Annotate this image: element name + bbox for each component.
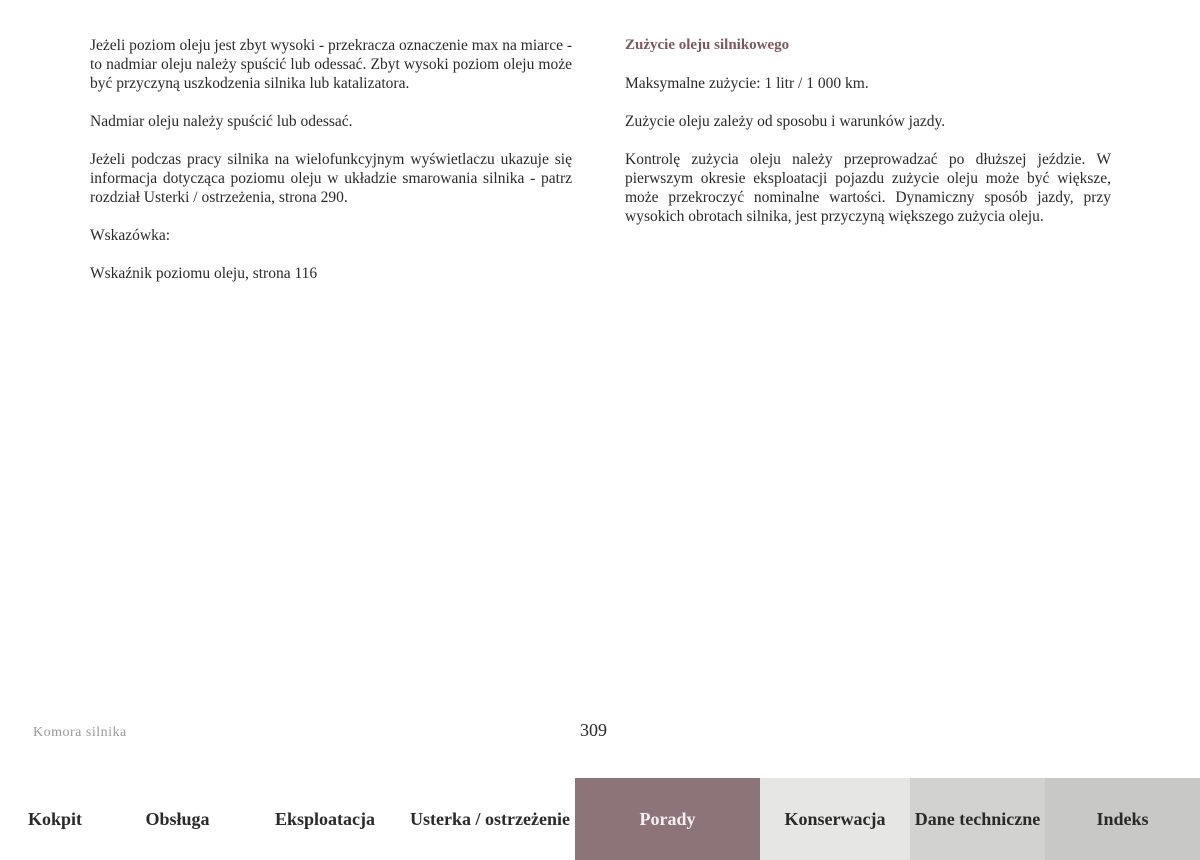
page-number: 309 <box>580 720 607 740</box>
tab-eksploatacja[interactable]: Eksploatacja <box>274 808 375 829</box>
paragraph: Jeżeli poziom oleju jest zbyt wysoki - przekracza oznaczenie max na miarce - to nadmiar oleju należy spuścić lub odessać. Zbyt wysoki poziom oleju może być przyczyną uszkodzenia silnika lub katalizatora. <box>90 37 572 92</box>
tab-dane-techniczne[interactable]: Dane techniczne <box>910 778 1045 860</box>
section-heading: Zużycie oleju silnikowego <box>625 37 790 53</box>
paragraph: Maksymalne zużycie: 1 litr / 1 000 km. <box>625 75 869 92</box>
tab-konserwacja[interactable]: Konserwacja <box>760 778 910 860</box>
paragraph: Jeżeli podczas pracy silnika na wielofunkcyjnym wyświetlaczu ukazuje się informacja dotycząca poziomu oleju w układzie smarowania silnika - patrz rozdział Usterki / ostrzeżenia, strona 290. <box>90 151 572 206</box>
chapter-tab-bar <box>0 778 1200 860</box>
tab-kokpit[interactable]: Kokpit <box>27 808 83 829</box>
tab-obsluga[interactable]: Obsługa <box>145 808 210 829</box>
cross-reference: Wskaźnik poziomu oleju, strona 116 <box>90 265 318 282</box>
chapter-section-label: Komora silnika <box>33 725 127 740</box>
left-column <box>90 36 572 302</box>
paragraph: Kontrolę zużycia oleju należy przeprowadzać po dłuższej jeździe. W pierwszym okresie eksploatacji pojazdu zużycie oleju może być większe, może przekroczyć nominalne wartości. Dynamiczny sposób jazdy, przy wysokich obrotach silnika, jest przyczyną większego zużycia oleju. <box>625 151 1111 225</box>
paragraph: Zużycie oleju zależy od sposobu i warunków jazdy. <box>625 113 946 130</box>
tab-usterka-ostrzezenie[interactable]: Usterka / ostrzeżenie <box>410 808 570 829</box>
tab-porady[interactable]: Porady <box>575 778 760 860</box>
paragraph: Nadmiar oleju należy spuścić lub odessać. <box>90 113 353 130</box>
hint-label: Wskazówka: <box>90 227 171 244</box>
right-column <box>625 36 1111 245</box>
tab-indeks[interactable]: Indeks <box>1045 778 1200 860</box>
